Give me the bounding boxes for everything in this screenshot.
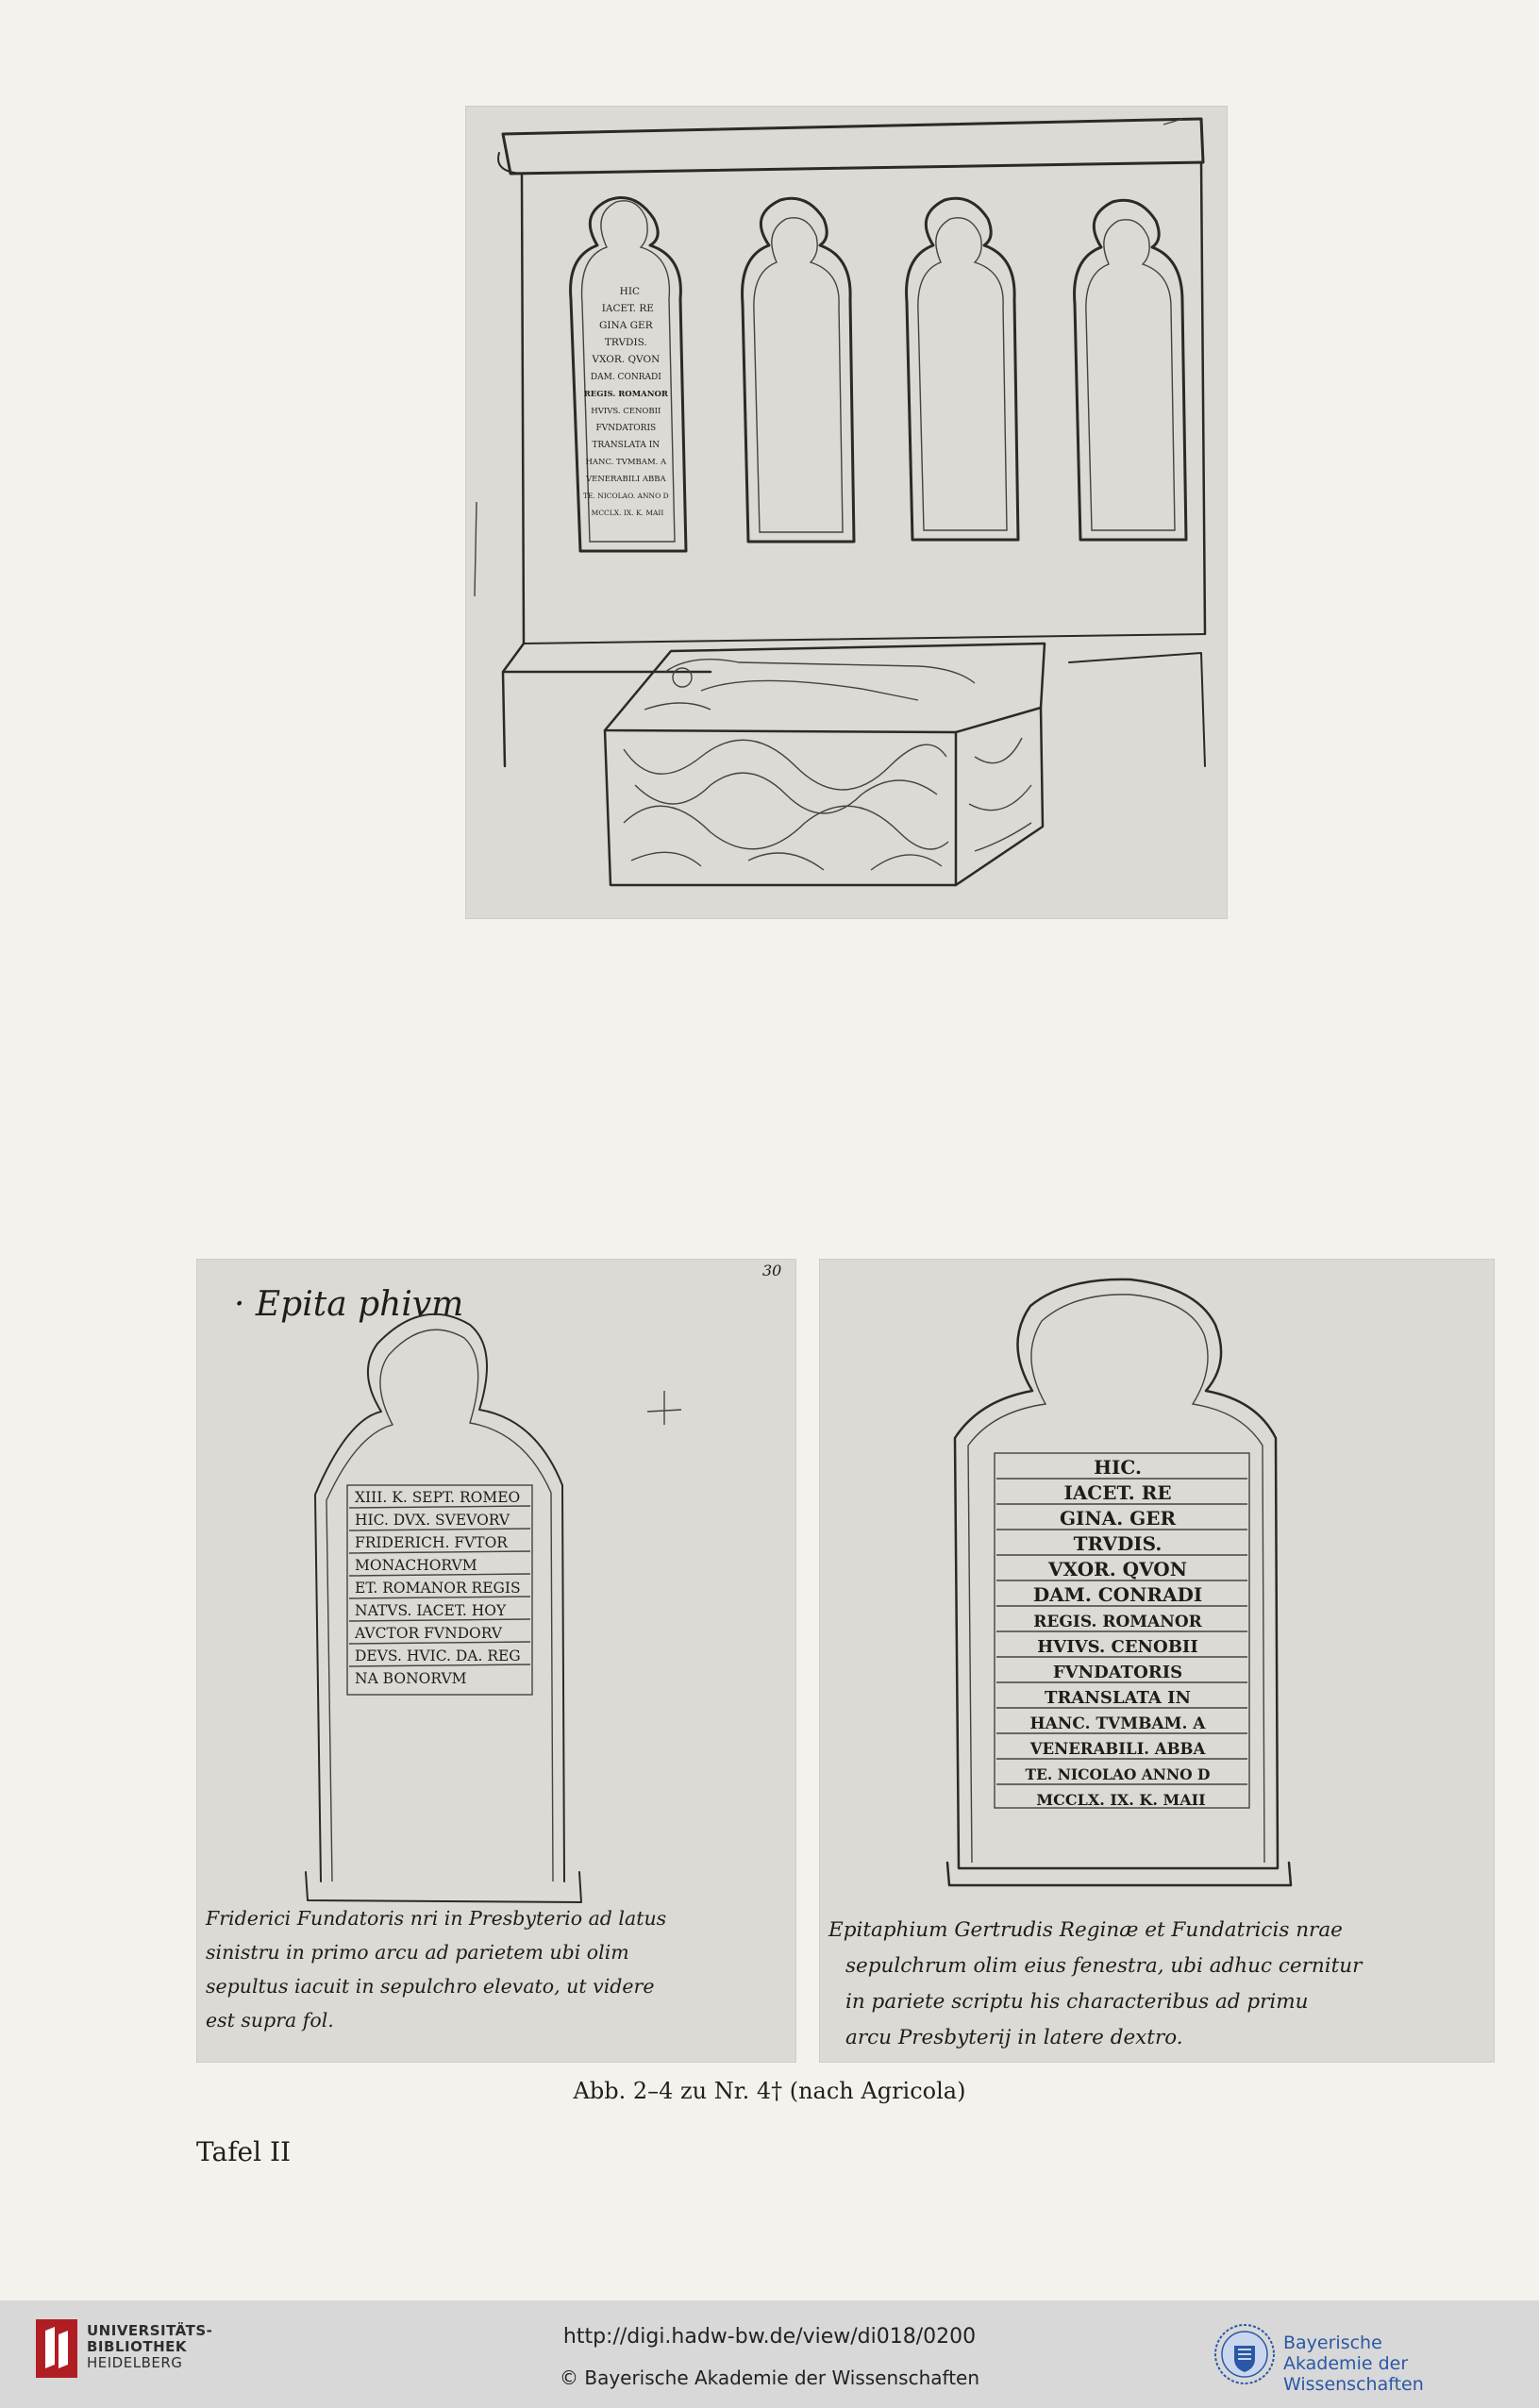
library-logo-line: BIBLIOTHEK <box>87 2338 187 2355</box>
arch-inscription <box>583 286 672 517</box>
inscription-line: FVNDATORIS <box>1052 1663 1183 1682</box>
figure-tomb-drawing <box>465 106 1228 919</box>
inscription-line: HIC. <box>1094 1456 1142 1479</box>
inscription-line: GINA. GER <box>1059 1507 1177 1530</box>
note-line: sepulchrum olim eius fenestra, ubi adhuc cernitur <box>845 1954 1363 1978</box>
figure-friedrich-epitaph <box>196 1259 796 2063</box>
arch-empty <box>743 198 854 542</box>
inscription-line: DAM. CONRADI <box>1032 1583 1203 1606</box>
inscription-line: MCCLX. IX. K. MAII <box>591 509 664 517</box>
library-logo-line: UNIVERSITÄTS- <box>87 2322 213 2339</box>
note-line: est supra fol. <box>206 2009 334 2032</box>
inscription-line: TE. NICOLAO ANNO D <box>1025 1765 1211 1783</box>
inscription-line: VXOR. QVON <box>592 354 661 365</box>
inscription-line: TRANSLATA IN <box>1045 1688 1191 1708</box>
arch-empty <box>907 198 1018 540</box>
inscription-line: TRVDIS. <box>1073 1532 1163 1555</box>
inscription-line: VENERABILI. ABBA <box>1029 1740 1206 1758</box>
note-line: Friderici Fundatoris nri in Presbyterio ad latus <box>206 1907 667 1930</box>
inscription-line: DEVS. HVIC. DA. REG <box>355 1647 521 1664</box>
figure-caption: Abb. 2–4 zu Nr. 4† (nach Agricola) <box>573 2078 966 2104</box>
inscription-line: NA BONORVM <box>355 1670 467 1687</box>
inscription-line: IACET. RE <box>1063 1481 1172 1504</box>
epitaph-heading: · Epita phivm <box>234 1285 464 1324</box>
note-line: Epitaphium Gertrudis Reginæ et Fundatricis nrae <box>828 1918 1343 1942</box>
inscription-line: HANC. TVMBAM. A <box>1029 1714 1206 1733</box>
inscription-line: MONACHORVM <box>355 1557 477 1574</box>
academy-logo-text <box>1283 2333 1525 2395</box>
plate-label: Tafel II <box>196 2136 292 2167</box>
svg-text:XIII. K. SEPT. ROMEO H <box>354 1489 526 1687</box>
figure-gertrud-epitaph <box>819 1259 1495 2063</box>
inscription-line: AVCTOR FVNDORV <box>355 1625 503 1642</box>
gertrud-epitaph-svg <box>819 1259 1495 2063</box>
note-line: sepultus iacuit in sepulchro elevato, ut videre <box>206 1975 655 1998</box>
academy-logo[interactable] <box>1213 2323 1525 2395</box>
inscription-line: REGIS. ROMANOR <box>1033 1613 1202 1631</box>
academy-seal-icon <box>1213 2323 1276 2385</box>
tomb-chest <box>605 644 1045 885</box>
tomb-drawing-svg <box>465 106 1228 919</box>
library-logo-line: HEIDELBERG <box>87 2354 183 2371</box>
permalink-url[interactable]: http://digi.hadw-bw.de/view/di018/0200 <box>562 2325 977 2349</box>
inscription-line: VXOR. QVON <box>1048 1558 1187 1580</box>
inscription-line: NATVS. IACET. HOY <box>355 1602 507 1619</box>
friedrich-epitaph-svg <box>196 1259 796 2063</box>
epitaph-note <box>828 1918 1368 2049</box>
inscription-line: ET. ROMANOR REGIS <box>355 1580 521 1597</box>
note-line: in pariete scriptu his characteribus ad primu <box>845 1990 1309 2014</box>
inscription-line: GINA GER <box>599 320 653 331</box>
cornice <box>503 119 1203 174</box>
inscription-line: VENERABILI ABBA <box>586 475 666 484</box>
cross-mark <box>647 1391 681 1425</box>
note-line: sinistru in primo arcu ad parietem ubi olim <box>206 1941 629 1964</box>
footer-bar <box>0 2300 1539 2408</box>
epitaph-inscription <box>347 1485 532 1695</box>
inscription-line: HIC <box>619 286 640 297</box>
inscription-line: FRIDERICH. FVTOR <box>355 1534 508 1551</box>
inscription-line: HIC. DVX. SVEVORV <box>355 1512 510 1529</box>
epitaph-note <box>205 1907 673 2032</box>
note-line: arcu Presbyterij in latere dextro. <box>845 2026 1183 2049</box>
academy-logo-line: Akademie der Wissenschaften <box>1283 2353 1424 2395</box>
inscription-line: MCCLX. IX. K. MAII <box>1036 1791 1206 1809</box>
academy-logo-line: Bayerische <box>1283 2333 1382 2353</box>
inscription-line: TE. NICOLAO. ANNO D <box>583 492 669 500</box>
inscription-line: REGIS. ROMANOR <box>583 390 668 399</box>
svg-text:HIC. IACET. RE <box>1026 1456 1217 1809</box>
inscription-line: HVIVS. CENOBII <box>591 407 661 416</box>
inscription-line: XIII. K. SEPT. ROMEO <box>355 1489 521 1506</box>
wall-outline <box>522 162 1205 644</box>
arch-empty <box>1075 200 1186 540</box>
page-number: 30 <box>762 1262 782 1279</box>
inscription-line: TRANSLATA IN <box>592 441 661 450</box>
inscription-line: FVNDATORIS <box>595 424 657 433</box>
inscription-line: DAM. CONRADI <box>590 373 661 382</box>
inscription-line: HVIVS. CENOBII <box>1037 1637 1198 1657</box>
inscription-line: HANC. TVMBAM. A <box>585 458 667 467</box>
copyright-notice: © Bayerische Akademie der Wissenschaften <box>559 2366 980 2389</box>
inscription-line: IACET. RE <box>601 303 654 314</box>
inscription-line: TRVDIS. <box>604 337 647 348</box>
epitaph-inscription <box>995 1453 1249 1809</box>
